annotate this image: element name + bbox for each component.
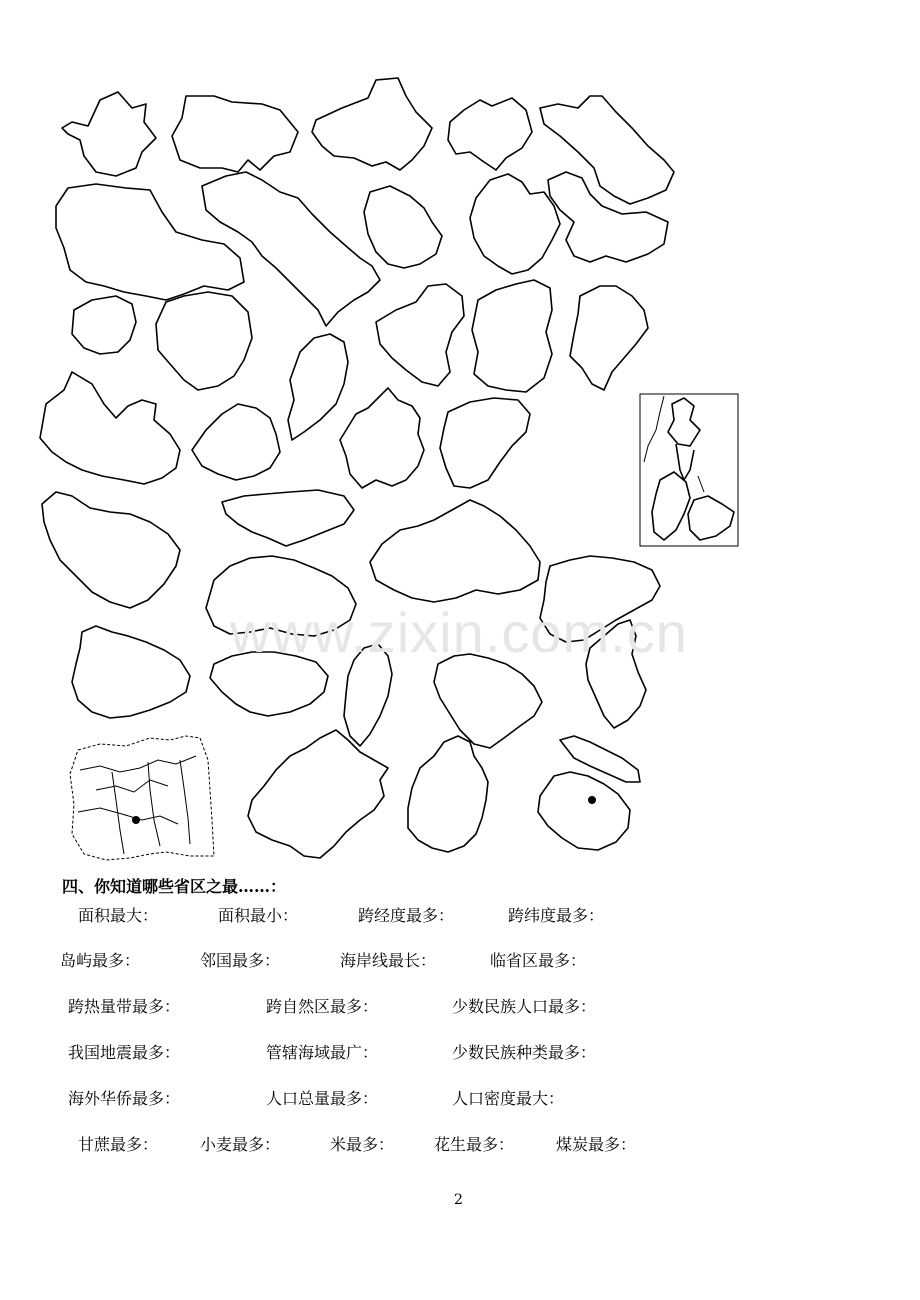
city-map-1 bbox=[70, 736, 214, 860]
section-heading: 四、你知道哪些省区之最……： bbox=[62, 877, 287, 896]
watermark: www.zixin.com.cn bbox=[230, 601, 688, 664]
question-label: 米最多： bbox=[330, 1135, 395, 1154]
province-outline-16 bbox=[570, 286, 648, 390]
question-label: 煤炭最多： bbox=[556, 1135, 637, 1154]
province-outline-11 bbox=[72, 296, 136, 354]
question-label: 少数民族种类最多： bbox=[452, 1043, 597, 1062]
question-label: 小麦最多： bbox=[200, 1135, 281, 1154]
question-label: 面积最大： bbox=[78, 906, 159, 925]
province-outline-2 bbox=[172, 96, 298, 172]
question-label: 海岸线最长： bbox=[340, 951, 437, 970]
province-outline-8 bbox=[364, 186, 442, 268]
question-label: 跨经度最多： bbox=[358, 906, 455, 925]
question-label: 花生最多： bbox=[434, 1135, 515, 1154]
question-label: 跨热量带最多： bbox=[68, 997, 181, 1016]
province-outline-13 bbox=[288, 334, 348, 440]
question-label: 海外华侨最多： bbox=[68, 1089, 181, 1108]
city-map-3 bbox=[408, 736, 488, 852]
province-outline-15 bbox=[472, 280, 552, 392]
question-label: 少数民族人口最多： bbox=[452, 997, 597, 1016]
province-outline-9 bbox=[470, 174, 560, 274]
province-outline-29 bbox=[434, 654, 542, 748]
province-outline-5 bbox=[540, 96, 674, 204]
province-outline-4 bbox=[448, 98, 532, 170]
question-label: 岛屿最多： bbox=[60, 951, 141, 970]
page-number: 2 bbox=[454, 1192, 463, 1208]
question-label: 人口总量最多： bbox=[266, 1089, 379, 1108]
province-outline-22 bbox=[222, 490, 354, 546]
province-outline-26 bbox=[72, 626, 190, 718]
question-label: 临省区最多： bbox=[490, 951, 587, 970]
question-label: 人口密度最大： bbox=[452, 1089, 565, 1108]
province-outline-1 bbox=[62, 92, 156, 176]
province-outline-10 bbox=[548, 172, 668, 262]
province-outline-21 bbox=[42, 492, 180, 608]
question-label: 面积最小： bbox=[218, 906, 299, 925]
province-outline-12 bbox=[156, 292, 252, 390]
province-outline-6 bbox=[56, 184, 244, 300]
question-label: 甘蔗最多： bbox=[78, 1135, 159, 1154]
province-outline-19 bbox=[340, 388, 424, 488]
inset-map bbox=[640, 394, 738, 546]
question-label: 邻国最多： bbox=[200, 951, 281, 970]
question-label: 管辖海域最广： bbox=[266, 1043, 379, 1062]
province-outline-3 bbox=[312, 78, 432, 170]
province-outline-18 bbox=[192, 404, 280, 480]
province-outline-17 bbox=[40, 372, 180, 484]
question-label: 跨纬度最多： bbox=[508, 906, 605, 925]
province-outline-20 bbox=[440, 398, 530, 488]
city-map-2 bbox=[248, 730, 388, 858]
city-map-4 bbox=[538, 736, 640, 850]
question-label: 我国地震最多： bbox=[68, 1043, 181, 1062]
province-outline-23 bbox=[370, 500, 540, 602]
question-label: 跨自然区最多： bbox=[266, 997, 379, 1016]
province-outline-14 bbox=[376, 284, 464, 386]
